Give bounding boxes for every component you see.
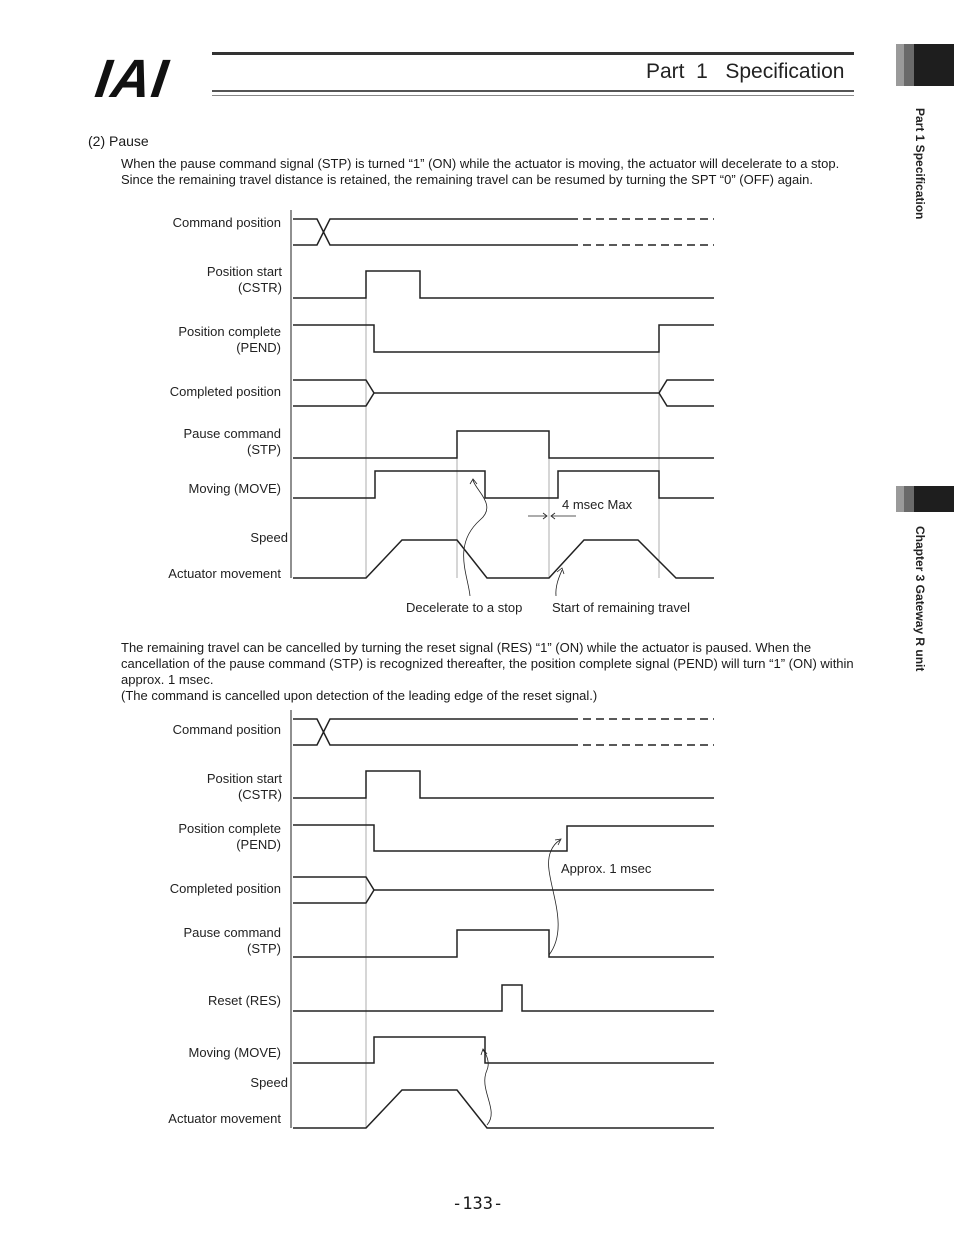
d2-label-position-complete-1: Position complete bbox=[178, 821, 281, 836]
d2-label-position-complete-2: (PEND) bbox=[236, 837, 281, 852]
d1-label-pause-command-1: Pause command bbox=[183, 426, 281, 441]
reset-line-2: (The command is cancelled upon detection of the leading edge of the reset signal.) bbox=[121, 688, 598, 703]
d2-label-position-start-2: (CSTR) bbox=[237, 787, 282, 802]
d2-label-command-position: Command position bbox=[172, 722, 281, 737]
d1-label-actuator-movement: Actuator movement bbox=[168, 566, 281, 581]
side-tab-chapter-label: Chapter 3 Gateway R unit bbox=[913, 526, 927, 672]
d2-annotation-approx: Approx. 1 msec bbox=[561, 861, 652, 876]
d1-label-position-complete-2: (PEND) bbox=[236, 340, 281, 355]
d1-annotation-max-delay: 4 msec Max bbox=[562, 497, 633, 512]
d2-label-speed: Speed bbox=[250, 1075, 288, 1090]
d1-label-pause-command-2: (STP) bbox=[247, 442, 281, 457]
iai-logo: IAI bbox=[91, 49, 173, 109]
d2-label-completed-position: Completed position bbox=[169, 881, 281, 896]
reset-line-1: The remaining travel can be cancelled by turning the reset signal (RES) “1” (ON) while the actuator is paused. When the cancellation of the pause command (STP) is recognized thereafter, the position complete signal (PEND) will turn “1” (ON) within approx. 1 msec. bbox=[121, 640, 854, 687]
d2-label-pause-command-2: (STP) bbox=[247, 941, 281, 956]
d2-label-actuator-movement: Actuator movement bbox=[168, 1111, 281, 1126]
d2-label-reset: Reset (RES) bbox=[208, 993, 281, 1008]
side-tab-part-label: Part 1 Specification bbox=[913, 108, 927, 220]
d1-label-position-start-1: Position start bbox=[206, 264, 282, 279]
d2-label-pause-command-1: Pause command bbox=[183, 925, 281, 940]
d2-label-position-start-1: Position start bbox=[206, 771, 282, 786]
intro-line-1: When the pause command signal (STP) is turned “1” (ON) while the actuator is moving, the actuator will decelerate to a stop. bbox=[121, 156, 840, 171]
d1-label-speed: Speed bbox=[250, 530, 288, 545]
section-heading: (2) Pause bbox=[88, 133, 149, 149]
page-number: -133- bbox=[452, 1194, 504, 1214]
intro-line-2: Since the remaining travel distance is retained, the remaining travel can be resumed by turning the SPT “0” (OFF) again. bbox=[121, 172, 813, 187]
page-title: Part 1 Specification bbox=[646, 60, 845, 83]
d1-label-moving: Moving (MOVE) bbox=[188, 481, 281, 496]
d1-annotation-decelerate: Decelerate to a stop bbox=[406, 600, 523, 615]
d1-label-position-start-2: (CSTR) bbox=[237, 280, 282, 295]
d1-label-completed-position: Completed position bbox=[169, 384, 281, 399]
d2-label-moving: Moving (MOVE) bbox=[188, 1045, 281, 1060]
d1-annotation-resume: Start of remaining travel bbox=[552, 600, 691, 615]
d1-label-position-complete-1: Position complete bbox=[178, 324, 281, 339]
d1-label-command-position: Command position bbox=[172, 215, 281, 230]
